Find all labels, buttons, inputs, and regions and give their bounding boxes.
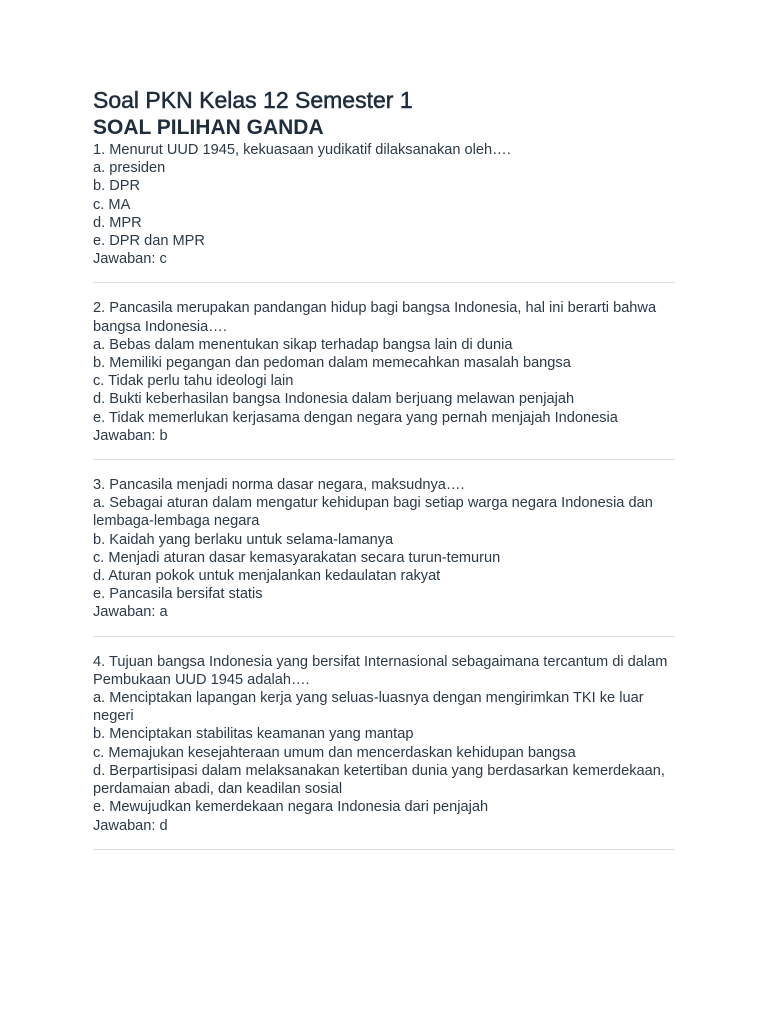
document-title: Soal PKN Kelas 12 Semester 1 [93,87,413,113]
option-c: c. Tidak perlu tahu ideologi lain [93,373,294,390]
option-c: c. MA [93,196,131,213]
option-b: b. Memiliki pegangan dan pedoman dalam memecahkan masalah bangsa [93,355,571,372]
option-a: a. Sebagai aturan dalam mengatur kehidupan bagi setiap warga negara Indonesia dan lembaga-lembaga negara [93,495,653,530]
divider [93,459,675,460]
question-4 [93,653,675,835]
option-d: d. Berpartisipasi dalam melaksanakan ketertiban dunia yang berdasarkan kemerdekaan, perdamaian abadi, dan keadilan sosial [93,762,665,798]
answer: Jawaban: c [93,251,167,268]
answer: Jawaban: b [93,427,168,444]
option-d: d. MPR [93,214,142,231]
question-text: 4. Tujuan bangsa Indonesia yang bersifat Internasional sebagaimana tercantum di dalam Pembukaan UUD 1945 adalah…. [93,653,668,688]
option-e: e. Mewujudkan kemerdekaan negara Indonesia dari penjajah [93,799,489,816]
question-2 [93,299,675,445]
option-d: d. Aturan pokok untuk menjalankan kedaulatan rakyat [93,568,441,585]
divider [93,849,675,850]
option-d: d. Bukti keberhasilan bangsa Indonesia dalam berjuang melawan penjajah [93,391,575,408]
divider [93,282,675,283]
question-text: 1. Menurut UUD 1945, kekuasaan yudikatif dilaksanakan oleh…. [93,142,511,158]
option-b: b. Menciptakan stabilitas keamanan yang mantap [93,726,414,743]
option-a: a. Menciptakan lapangan kerja yang seluas-luasnya dengan mengirimkan TKI ke luar negeri [93,690,644,725]
option-b: b. Kaidah yang berlaku untuk selama-lamanya [93,531,394,548]
option-e: e. Pancasila bersifat statis [93,586,263,603]
question-3 [93,476,675,622]
document-content [93,86,675,866]
option-b: b. DPR [93,178,141,195]
option-e: e. DPR dan MPR [93,233,205,250]
question-text: 2. Pancasila merupakan pandangan hidup bagi bangsa Indonesia, hal ini berarti bahwa bangsa Indonesia…. [93,300,657,335]
option-a: a. presiden [93,160,166,177]
option-c: c. Menjadi aturan dasar kemasyarakatan secara turun-temurun [93,549,501,566]
option-a: a. Bebas dalam menentukan sikap terhadap bangsa lain di dunia [93,336,513,353]
section-heading: SOAL PILIHAN GANDA [93,116,324,139]
option-e: e. Tidak memerlukan kerjasama dengan negara yang pernah menjajah Indonesia [93,409,618,426]
answer: Jawaban: d [93,817,168,834]
answer: Jawaban: a [93,604,168,621]
question-1 [93,141,675,268]
question-text: 3. Pancasila menjadi norma dasar negara, maksudnya…. [93,477,465,494]
divider [93,636,675,637]
option-c: c. Memajukan kesejahteraan umum dan mencerdaskan kehidupan bangsa [93,744,576,761]
